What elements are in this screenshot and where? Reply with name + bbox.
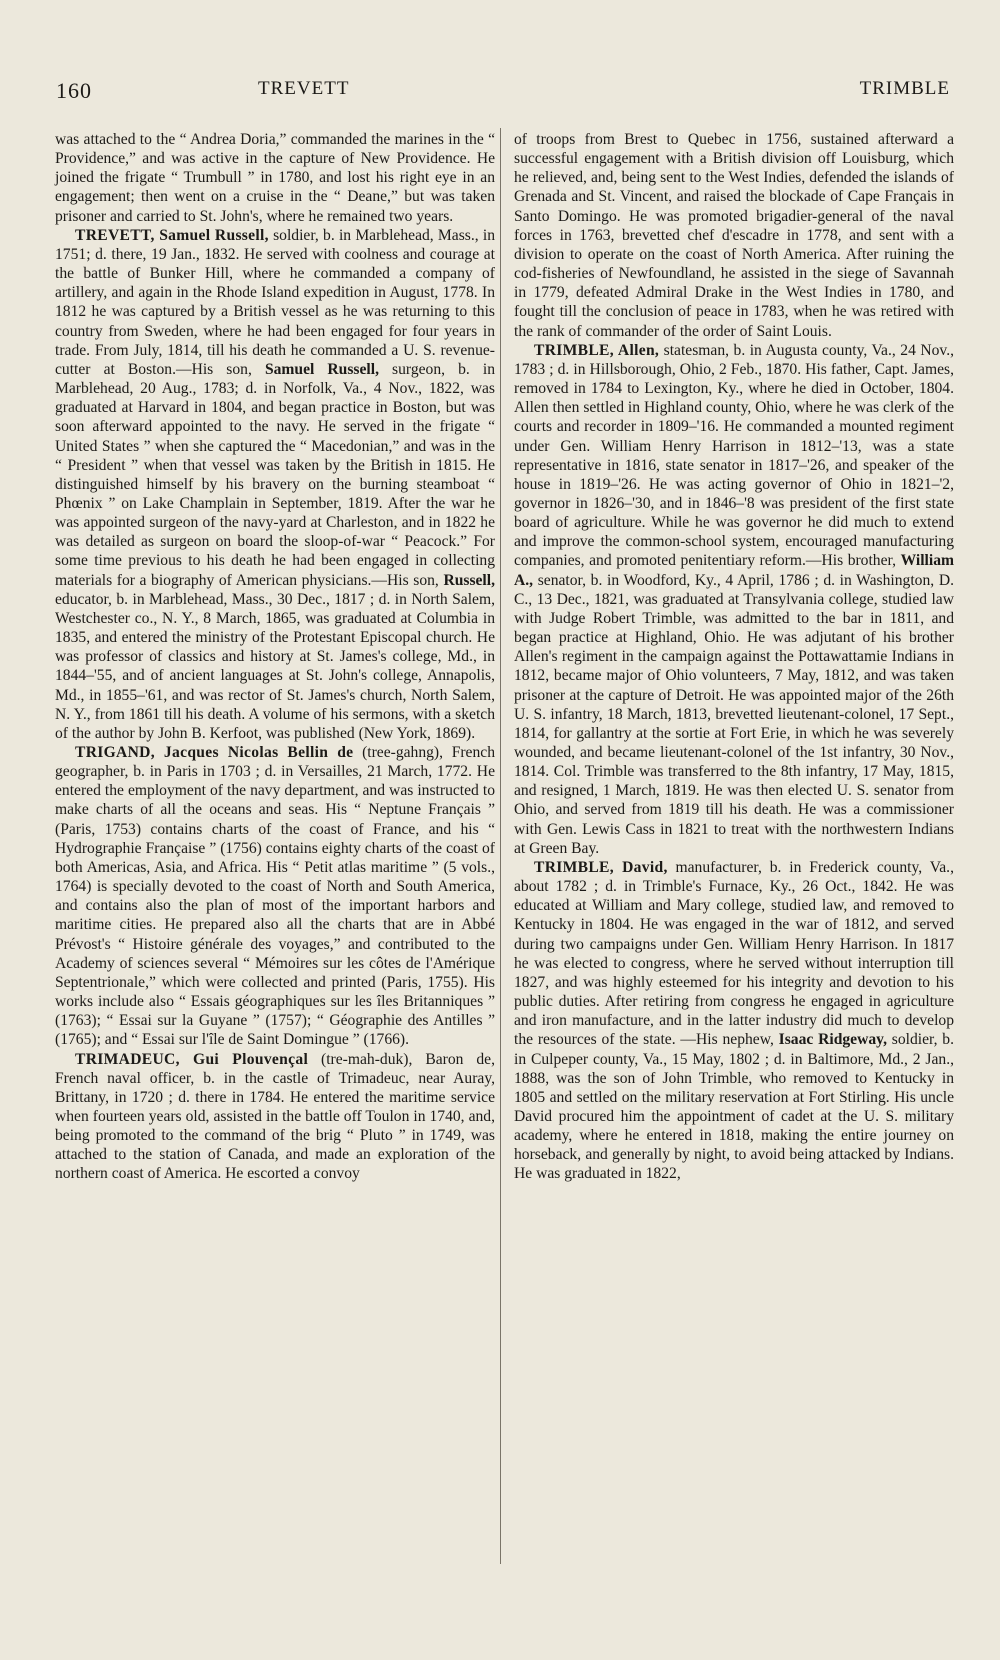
subentry-name: Russell,	[443, 571, 495, 589]
entry-trimadeuc	[55, 1050, 495, 1184]
subentry-name: Samuel Russell,	[264, 360, 379, 378]
entry-trigand	[55, 743, 495, 1050]
continued-entry-text: of troops from Brest to Quebec in 1756, sustained afterward a successful engagement with a British division off Louisburg, which he relieved, and, being sent to the West Indies, defended the islands of Grenada and St. Vincent, and raised the blockade of Cape Français in Santo Domingo. He was promoted brigadier-general of the naval forces in 1763, brevetted chef d'escadre in 1778, and sent with a division to operate on the coast of North America. After ruining the cod-fisheries of Newfoundland, he assisted in the siege of Savannah in 1779, defeated Admiral Drake in the West Indies in 1780, and fought till the conclusion of peace in 1783, when he was retired with the rank of commander of the order of Saint Louis.	[514, 131, 954, 340]
entry-text: (tree-gahng), French geographer, b. in Paris in 1703 ; d. in Versailles, 21 March, 1772. He entered the employment of the navy department, and was instructed to make charts of all the oceans and seas. His “ Neptune Français ” (Paris, 1753) contains charts of the coast of France, and his “ Hydrographie Française ” (1756) contains eighty charts of the coast of both Americas, Asia, and Africa. His “ Petit atlas maritime ” (5 vols., 1764) is specially devoted to the coast of North and South America, and contains also the plan of most of the important harbors and maritime cities. He prepared also all the charts that are in Abbé Prévost's “ Histoire générale des voyages,” and contributed to the Academy of sciences several “ Mémoires sur les côtes de l'Amérique Septentrionale,” which were collected and printed (Paris, 1755). His works include also “ Essais géographiques sur les îles Britanniques ” (1763); “ Essai sur la Guyane ” (1757); “ Géographie des Antilles ” (1765); and “ Essai sur l'île de Saint Domingue ” (1766).	[55, 744, 495, 1049]
subentry-name: Isaac Ridgeway,	[778, 1031, 887, 1049]
page-number: 160	[56, 78, 92, 103]
entry-text: manufacturer, b. in Frederick county, Va., about 1782 ; d. in Trimble's Furnace, Ky., 26 Oct., 1842. He was educated at William and Mary college, studied law, and removed to Kentucky in 1804. He was engaged in the war of 1812, and served during two campaigns under Gen. William Henry Harrison. In 1817 he was elected to congress, where he served without interruption till 1827, and was highly esteemed for his integrity and devotion to his public duties. After retiring from congress he engaged in agriculture and iron manufacture, and in the latter industry did much to develop the resources of the state. —His nephew,	[514, 858, 954, 1049]
left-running-head: TREVETT	[258, 78, 350, 99]
right-column	[514, 130, 954, 1184]
headword-trimble-david: TRIMBLE, David,	[534, 858, 668, 876]
right-running-head: TRIMBLE	[859, 78, 950, 99]
headword-trimble-allen: TRIMBLE, Allen,	[534, 341, 660, 359]
entry-text: surgeon, b. in Marblehead, 20 Aug., 1783; d. in Norfolk, Va., 4 Nov., 1822, was graduated at Harvard in 1804, and began practice in Boston, but was soon afterward appointed to the navy. He served in the frigate “ United States ” when she captured the “ Macedonian,” and was in the “ President ” when that vessel was taken by the British in 1815. He distinguished himself by his bravery on the burning steamboat “ Phœnix ” on Lake Champlain in September, 1819. After the war he was appointed surgeon of the navy-yard at Charleston, and in 1822 he was detailed as surgeon on board the sloop-of-war “ Peacock.” For some time previous to his death he had been engaged in collecting materials for a biography of American physicians.—His son,	[55, 360, 495, 589]
column-divider	[500, 128, 501, 1564]
entry-trevett	[55, 226, 495, 743]
running-header	[44, 78, 956, 114]
entry-text: senator, b. in Woodford, Ky., 4 April, 1786 ; d. in Washington, D. C., 13 Dec., 1821, was graduated at Transylvania college, studied law with Judge Robert Trimble, was admitted to the bar in 1811, and began practice at Highland, Ohio. He was adjutant of his brother Allen's regiment in the campaign against the Pottawattamie Indians in 1812, became major of Ohio volunteers, 7 May, 1812, and was taken prisoner at the capture of Detroit. He was appointed major of the 26th U. S. infantry, 18 March, 1813, brevetted lieutenant-colonel, 17 Sept., 1814, for gallantry at the sortie at Fort Erie, in which he was severely wounded, and became lieutenant-colonel of the 1st infantry, 30 Nov., 1814. Col. Trimble was transferred to the 8th infantry, 17 May, 1815, and resigned, 1 March, 1819. He was then elected U. S. senator from Ohio, and served from 1819 till his death. He was a commissioner with Gen. Lewis Cass in 1821 to treat with the northwestern Indians at Green Bay.	[514, 571, 954, 857]
entry-text: soldier, b. in Culpeper county, Va., 15 May, 1802 ; d. in Baltimore, Md., 2 Jan., 1888, was the son of John Trimble, who removed to Kentucky in 1805 and settled on the military reservation at Fort Stirling. His uncle David procured him the appointment of cadet at the U. S. military academy, where he entered in 1818, making the entire journey on horseback, and generally by night, to avoid being attacked by Indians. He was graduated in 1822,	[514, 1031, 954, 1183]
subentry-name: William A.,	[514, 552, 954, 589]
left-column	[55, 130, 495, 1184]
entry-text: educator, b. in Marblehead, Mass., 30 Dec., 1817 ; d. in North Salem, Westchester co., N. Y., 8 March, 1865, was graduated at Columbia in 1835, and entered the ministry of the Protestant Episcopal church. He was professor of classics and history at St. James's college, Md., in 1844–'55, and of ancient languages at St. John's college, Annapolis, Md., in 1855–'61, and was rector of St. James's church, North Salem, N. Y., from 1861 till his death. A volume of his sermons, with a sketch of the author by John B. Kerfoot, was published (New York, 1869).	[55, 590, 495, 742]
entry-trimble-allen	[514, 341, 954, 858]
continued-entry-text: was attached to the “ Andrea Doria,” commanded the marines in the “ Providence,” and was active in the capture of New Providence. He joined the frigate “ Trumbull ” in 1780, and lost his right eye in an engagement; then went on a cruise in the “ Deane,” but was taken prisoner and carried to St. John's, where he remained two years.	[55, 131, 495, 225]
entry-text: soldier, b. in Marblehead, Mass., in 1751; d. there, 19 Jan., 1832. He served with coolness and courage at the battle of Bunker Hill, where he commanded a company of artillery, and again in the Rhode Island expedition in August, 1778. In 1812 he was captured by a British vessel as he was returning to this country from Sweden, where he had been engaged for four years in trade. From July, 1814, till his death he commanded a U. S. revenue-cutter at Boston.—His son,	[55, 226, 495, 378]
entry-text: statesman, b. in Augusta county, Va., 24 Nov., 1783 ; d. in Hillsborough, Ohio, 2 Feb., 1870. His father, Capt. James, removed in 1784 to Lexington, Ky., where he died in October, 1804. Allen then settled in Highland county, Ohio, where he was clerk of the courts and recorder in 1809–'16. He commanded a mounted regiment under Gen. William Henry Harrison in 1812–'13, was a state representative in 1816, state senator in 1817–'26, and speaker of the house in 1819–'26. He was acting governor of Ohio in 1821–'2, governor in 1826–'30, and in 1846–'8 was president of the first state board of agriculture. While he was governor he did much to extend and improve the common-school system, encouraged manufacturing companies, and promoted penitentiary reform.—His brother,	[514, 341, 955, 570]
headword-trevett: TREVETT, Samuel Russell,	[75, 226, 269, 244]
headword-trigand: TRIGAND, Jacques Nicolas Bellin de	[75, 744, 354, 761]
entry-trimble-david	[514, 858, 954, 1184]
headword-trimadeuc: TRIMADEUC, Gui Plouvençal	[75, 1050, 309, 1068]
entry-text: (tre-mah-duk), Baron de, French naval officer, b. in the castle of Trimadeuc, near Auray, Brittany, in 1720 ; d. there in 1784. He entered the maritime service when fourteen years old, assisted in the battle off Toulon in 1740, and, being promoted to the command of the brig “ Pluto ” in 1749, was attached to the station of Canada, and made an exploration of the northern coast of America. He escorted a convoy	[55, 1050, 496, 1183]
